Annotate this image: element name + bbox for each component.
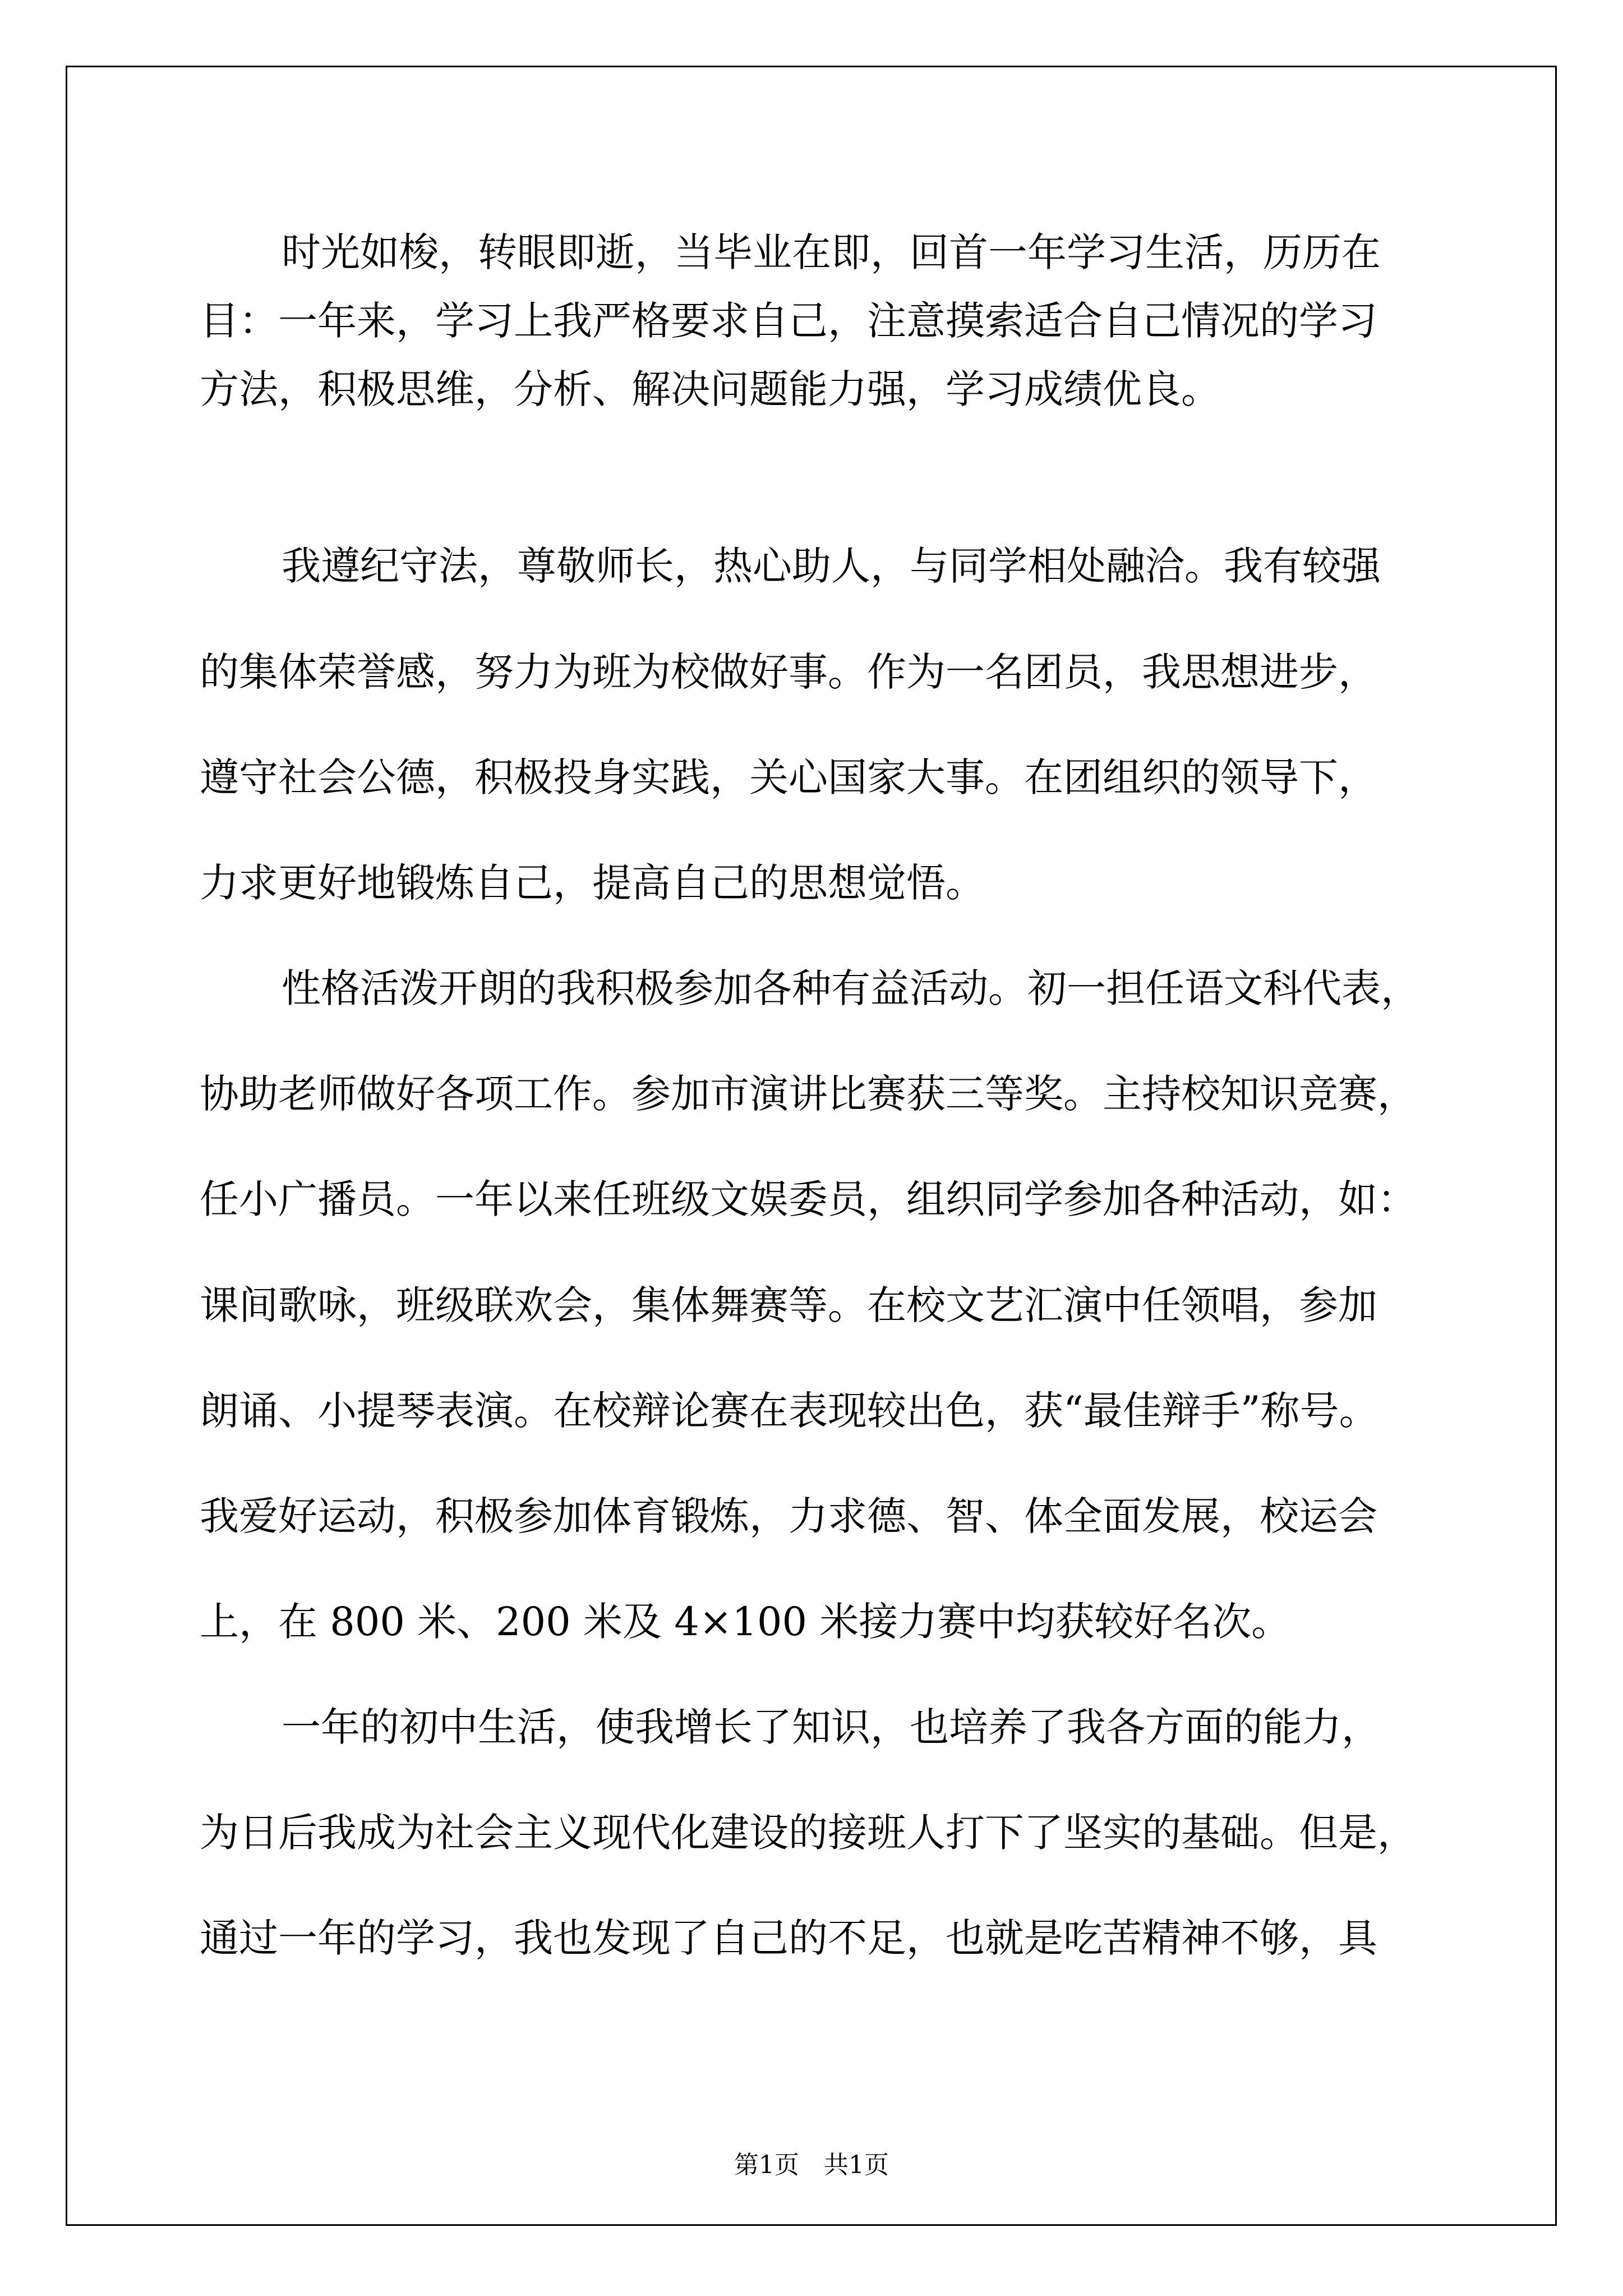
text-line: 我遵纪守法，尊敬师长，热心助人，与同学相处融洽。我有较强 (282, 543, 1381, 589)
text-line: 课间歌咏，班级联欢会，集体舞赛等。在校文艺汇演中任领唱，参加 (200, 1282, 1377, 1328)
text-line: 协助老师做好各项工作。参加市演讲比赛获三等奖。主持校知识竞赛， (200, 1071, 1417, 1117)
text-line: 上，在 800 米、200 米及 4×100 米接力赛中均获较好名次。 (200, 1599, 1291, 1645)
text-line: 我爱好运动，积极参加体育锻炼，力求德、智、体全面发展，校运会 (200, 1493, 1377, 1539)
text-line: 为日后我成为社会主义现代化建设的接班人打下了坚实的基础。但是， (200, 1810, 1417, 1856)
page-footer: 第1页 共1页 (734, 2151, 889, 2179)
text-line: 力求更好地锻炼自己，提高自己的思想觉悟。 (200, 860, 985, 906)
text-line: 的集体荣誉感，努力为班为校做好事。作为一名团员，我思想进步， (200, 649, 1377, 695)
text-line: 目：一年来，学习上我严格要求自己，注意摸索适合自己情况的学习 (200, 298, 1377, 344)
text-line: 遵守社会公德，积极投身实践，关心国家大事。在团组织的领导下， (200, 754, 1377, 800)
text-line: 时光如梭，转眼即逝，当毕业在即，回首一年学习生活，历历在 (282, 229, 1381, 275)
text-line: 朗诵、小提琴表演。在校辩论赛在表现较出色，获“最佳辩手”称号。 (200, 1388, 1378, 1434)
text-line: 方法，积极思维，分析、解决问题能力强，学习成绩优良。 (200, 366, 1220, 412)
text-line: 一年的初中生活，使我增长了知识，也培养了我各方面的能力， (282, 1704, 1381, 1750)
text-line: 通过一年的学习，我也发现了自己的不足，也就是吃苦精神不够，具 (200, 1915, 1377, 1961)
text-line: 性格活泼开朗的我积极参加各种有益活动。初一担任语文科代表， (282, 965, 1420, 1011)
text-line: 任小广播员。一年以来任班级文娱委员，组织同学参加各种活动，如： (200, 1176, 1417, 1222)
